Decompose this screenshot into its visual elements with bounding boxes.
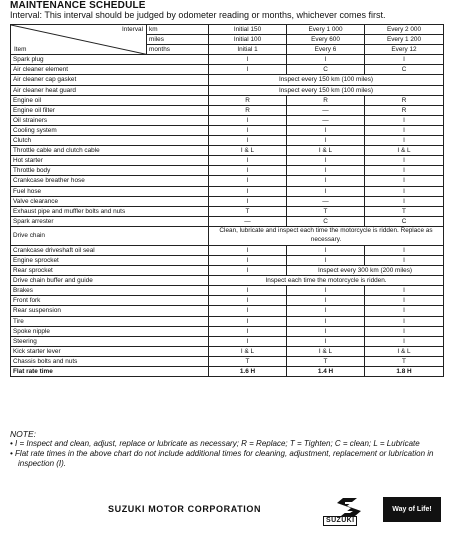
- schedule-cell: T: [365, 206, 444, 216]
- schedule-cell: I: [365, 326, 444, 336]
- schedule-cell: I: [209, 166, 287, 176]
- item-name: Spoke nipple: [11, 326, 209, 336]
- suzuki-s-logo-icon: [333, 496, 365, 518]
- schedule-cell: I: [365, 136, 444, 146]
- notes-heading: NOTE:: [10, 429, 36, 439]
- schedule-cell: I: [365, 125, 444, 135]
- schedule-cell: I: [209, 156, 287, 166]
- schedule-cell: I: [287, 125, 365, 135]
- table-row: [11, 166, 444, 176]
- schedule-cell: I: [209, 266, 287, 276]
- item-name: Steering: [11, 336, 209, 346]
- schedule-cell: I: [365, 306, 444, 316]
- interval-note: Interval: This interval should be judged by odometer reading or months, whichever comes first.: [10, 10, 386, 20]
- item-name: Engine sprocket: [11, 255, 209, 265]
- table-row: [11, 196, 444, 206]
- table-row: [11, 226, 444, 245]
- schedule-cell: I: [209, 196, 287, 206]
- schedule-cell: I: [365, 186, 444, 196]
- item-name: Hot starter: [11, 156, 209, 166]
- header-row-km: [11, 25, 444, 35]
- table-row: [11, 255, 444, 265]
- item-name: Rear suspension: [11, 306, 209, 316]
- maintenance-schedule-table: [10, 24, 444, 377]
- schedule-cell: I: [287, 156, 365, 166]
- schedule-cell: R: [365, 95, 444, 105]
- schedule-cell: —: [287, 115, 365, 125]
- schedule-cell: I: [287, 296, 365, 306]
- item-name: Clutch: [11, 136, 209, 146]
- item-name: Chassis bolts and nuts: [11, 356, 209, 366]
- header-cell: Every 2 000: [365, 25, 444, 35]
- schedule-cell: R: [209, 95, 287, 105]
- table-row: [11, 85, 444, 95]
- schedule-cell: I & L: [365, 146, 444, 156]
- table-row: [11, 176, 444, 186]
- schedule-cell: I: [209, 125, 287, 135]
- table-row: [11, 276, 444, 286]
- header-corner-cell: [11, 25, 147, 55]
- schedule-cell: I: [209, 176, 287, 186]
- schedule-cell: T: [209, 356, 287, 366]
- item-name: Crankcase driveshaft oil seal: [11, 245, 209, 255]
- schedule-cell: 1.8 H: [365, 367, 444, 377]
- schedule-cell: T: [365, 356, 444, 366]
- schedule-cell: I: [287, 336, 365, 346]
- table-row: [11, 125, 444, 135]
- header-cell: Initial 100: [209, 35, 287, 45]
- table-row: [11, 55, 444, 65]
- table-row: [11, 216, 444, 226]
- header-cell: Initial 150: [209, 25, 287, 35]
- item-label: Item: [14, 46, 27, 54]
- schedule-cell: I: [209, 316, 287, 326]
- schedule-cell: I: [365, 316, 444, 326]
- table-row: [11, 146, 444, 156]
- document-title: MAINTENANCE SCHEDULE: [10, 0, 146, 11]
- item-name: Valve clearance: [11, 196, 209, 206]
- schedule-cell: 1.6 H: [209, 367, 287, 377]
- schedule-cell: I: [287, 136, 365, 146]
- schedule-cell: I: [365, 336, 444, 346]
- table-row: [11, 346, 444, 356]
- schedule-cell: C: [365, 216, 444, 226]
- item-name: Exhaust pipe and muffler bolts and nuts: [11, 206, 209, 216]
- item-name: Throttle cable and clutch cable: [11, 146, 209, 156]
- schedule-cell: I: [365, 176, 444, 186]
- item-name: Air cleaner cap gasket: [11, 75, 209, 85]
- schedule-cell: I & L: [365, 346, 444, 356]
- schedule-cell: I: [287, 306, 365, 316]
- schedule-cell: R: [365, 105, 444, 115]
- unit-miles: miles: [147, 35, 209, 45]
- table-row: [11, 75, 444, 85]
- schedule-cell: I: [209, 115, 287, 125]
- table-row: [11, 186, 444, 196]
- table-row: [11, 306, 444, 316]
- schedule-cell: I: [209, 186, 287, 196]
- table-row: [11, 65, 444, 75]
- schedule-cell: T: [287, 356, 365, 366]
- header-cell: Every 1 000: [287, 25, 365, 35]
- schedule-cell: I: [365, 245, 444, 255]
- header-cell: Every 6: [287, 45, 365, 55]
- table-row: [11, 156, 444, 166]
- unit-months: months: [147, 45, 209, 55]
- schedule-cell: —: [209, 216, 287, 226]
- schedule-cell: I: [287, 245, 365, 255]
- schedule-cell: —: [287, 196, 365, 206]
- item-name: Engine oil: [11, 95, 209, 105]
- item-name: Flat rate time: [11, 367, 209, 377]
- table-row: [11, 356, 444, 366]
- schedule-cell: I: [209, 296, 287, 306]
- note-line: • Flat rate times in the above chart do not include additional times for cleaning, adjustment, replacement or lubrication in inspection (I).: [10, 449, 434, 468]
- schedule-cell: I & L: [287, 346, 365, 356]
- item-name: Oil strainers: [11, 115, 209, 125]
- schedule-cell: I: [365, 115, 444, 125]
- item-name: Air cleaner heat guard: [11, 85, 209, 95]
- note-line: • I = Inspect and clean, adjust, replace or lubricate as necessary; R = Replace; T = Tighten; C = clean; L = Lubricate: [10, 439, 420, 448]
- schedule-cell: I & L: [287, 146, 365, 156]
- schedule-cell: C: [365, 65, 444, 75]
- item-name: Rear sprocket: [11, 266, 209, 276]
- schedule-cell: I: [365, 156, 444, 166]
- schedule-cell: I: [209, 65, 287, 75]
- schedule-cell: T: [287, 206, 365, 216]
- schedule-cell: I & L: [209, 346, 287, 356]
- schedule-cell: I: [209, 326, 287, 336]
- schedule-cell: I: [209, 286, 287, 296]
- item-name: Spark arrester: [11, 216, 209, 226]
- schedule-cell: 1.4 H: [287, 367, 365, 377]
- schedule-cell: I: [287, 186, 365, 196]
- schedule-cell: I: [365, 166, 444, 176]
- schedule-span-cell: Inspect every 150 km (100 miles): [209, 75, 444, 85]
- schedule-span-cell: Inspect each time the motorcycle is ridden.: [209, 276, 444, 286]
- notes-section: [10, 429, 446, 469]
- table-row: [11, 245, 444, 255]
- table-row: [11, 105, 444, 115]
- table-row: [11, 326, 444, 336]
- schedule-span-cell: Inspect every 300 km (200 miles): [287, 266, 444, 276]
- table-row: [11, 206, 444, 216]
- table-row: [11, 367, 444, 377]
- item-name: Tire: [11, 316, 209, 326]
- schedule-cell: R: [209, 105, 287, 115]
- schedule-cell: I & L: [209, 146, 287, 156]
- schedule-cell: I: [209, 306, 287, 316]
- schedule-cell: I: [287, 55, 365, 65]
- schedule-cell: I: [365, 296, 444, 306]
- schedule-cell: I: [209, 136, 287, 146]
- header-cell: Every 600: [287, 35, 365, 45]
- table-row: [11, 136, 444, 146]
- table-row: [11, 286, 444, 296]
- table-row: [11, 296, 444, 306]
- table-row: [11, 316, 444, 326]
- header-cell: Initial 1: [209, 45, 287, 55]
- schedule-cell: I: [365, 255, 444, 265]
- item-name: Fuel hose: [11, 186, 209, 196]
- schedule-cell: T: [209, 206, 287, 216]
- schedule-cell: I: [209, 336, 287, 346]
- item-name: Drive chain: [11, 226, 209, 245]
- item-name: Air cleaner element: [11, 65, 209, 75]
- schedule-cell: R: [287, 95, 365, 105]
- suzuki-wordmark: SUZUKI: [323, 516, 357, 526]
- header-cell: Every 1 200: [365, 35, 444, 45]
- item-name: Spark plug: [11, 55, 209, 65]
- table-row: [11, 115, 444, 125]
- schedule-cell: —: [287, 105, 365, 115]
- item-name: Kick starter lever: [11, 346, 209, 356]
- schedule-cell: I: [365, 196, 444, 206]
- schedule-cell: C: [287, 65, 365, 75]
- item-name: Drive chain buffer and guide: [11, 276, 209, 286]
- schedule-cell: I: [287, 176, 365, 186]
- schedule-cell: I: [365, 286, 444, 296]
- header-cell: Every 12: [365, 45, 444, 55]
- table-row: [11, 336, 444, 346]
- item-name: Throttle body: [11, 166, 209, 176]
- item-name: Front fork: [11, 296, 209, 306]
- table-row: [11, 95, 444, 105]
- schedule-cell: I: [287, 326, 365, 336]
- interval-label: Interval: [122, 26, 143, 33]
- schedule-cell: I: [209, 255, 287, 265]
- schedule-span-cell: Clean, lubricate and inspect each time the motorcycle is ridden. Replace as necessary.: [209, 226, 444, 245]
- item-name: Brakes: [11, 286, 209, 296]
- unit-km: km: [147, 25, 209, 35]
- item-name: Cooling system: [11, 125, 209, 135]
- schedule-cell: I: [287, 286, 365, 296]
- schedule-cell: I: [287, 316, 365, 326]
- schedule-cell: I: [287, 166, 365, 176]
- schedule-span-cell: Inspect every 150 km (100 miles): [209, 85, 444, 95]
- schedule-cell: I: [209, 245, 287, 255]
- schedule-cell: I: [209, 55, 287, 65]
- company-name: SUZUKI MOTOR CORPORATION: [108, 504, 262, 514]
- slogan-badge: Way of Life!: [383, 497, 441, 522]
- schedule-cell: C: [287, 216, 365, 226]
- schedule-cell: I: [287, 255, 365, 265]
- table-row: [11, 266, 444, 276]
- item-name: Engine oil filter: [11, 105, 209, 115]
- item-name: Crankcase breather hose: [11, 176, 209, 186]
- schedule-cell: I: [365, 55, 444, 65]
